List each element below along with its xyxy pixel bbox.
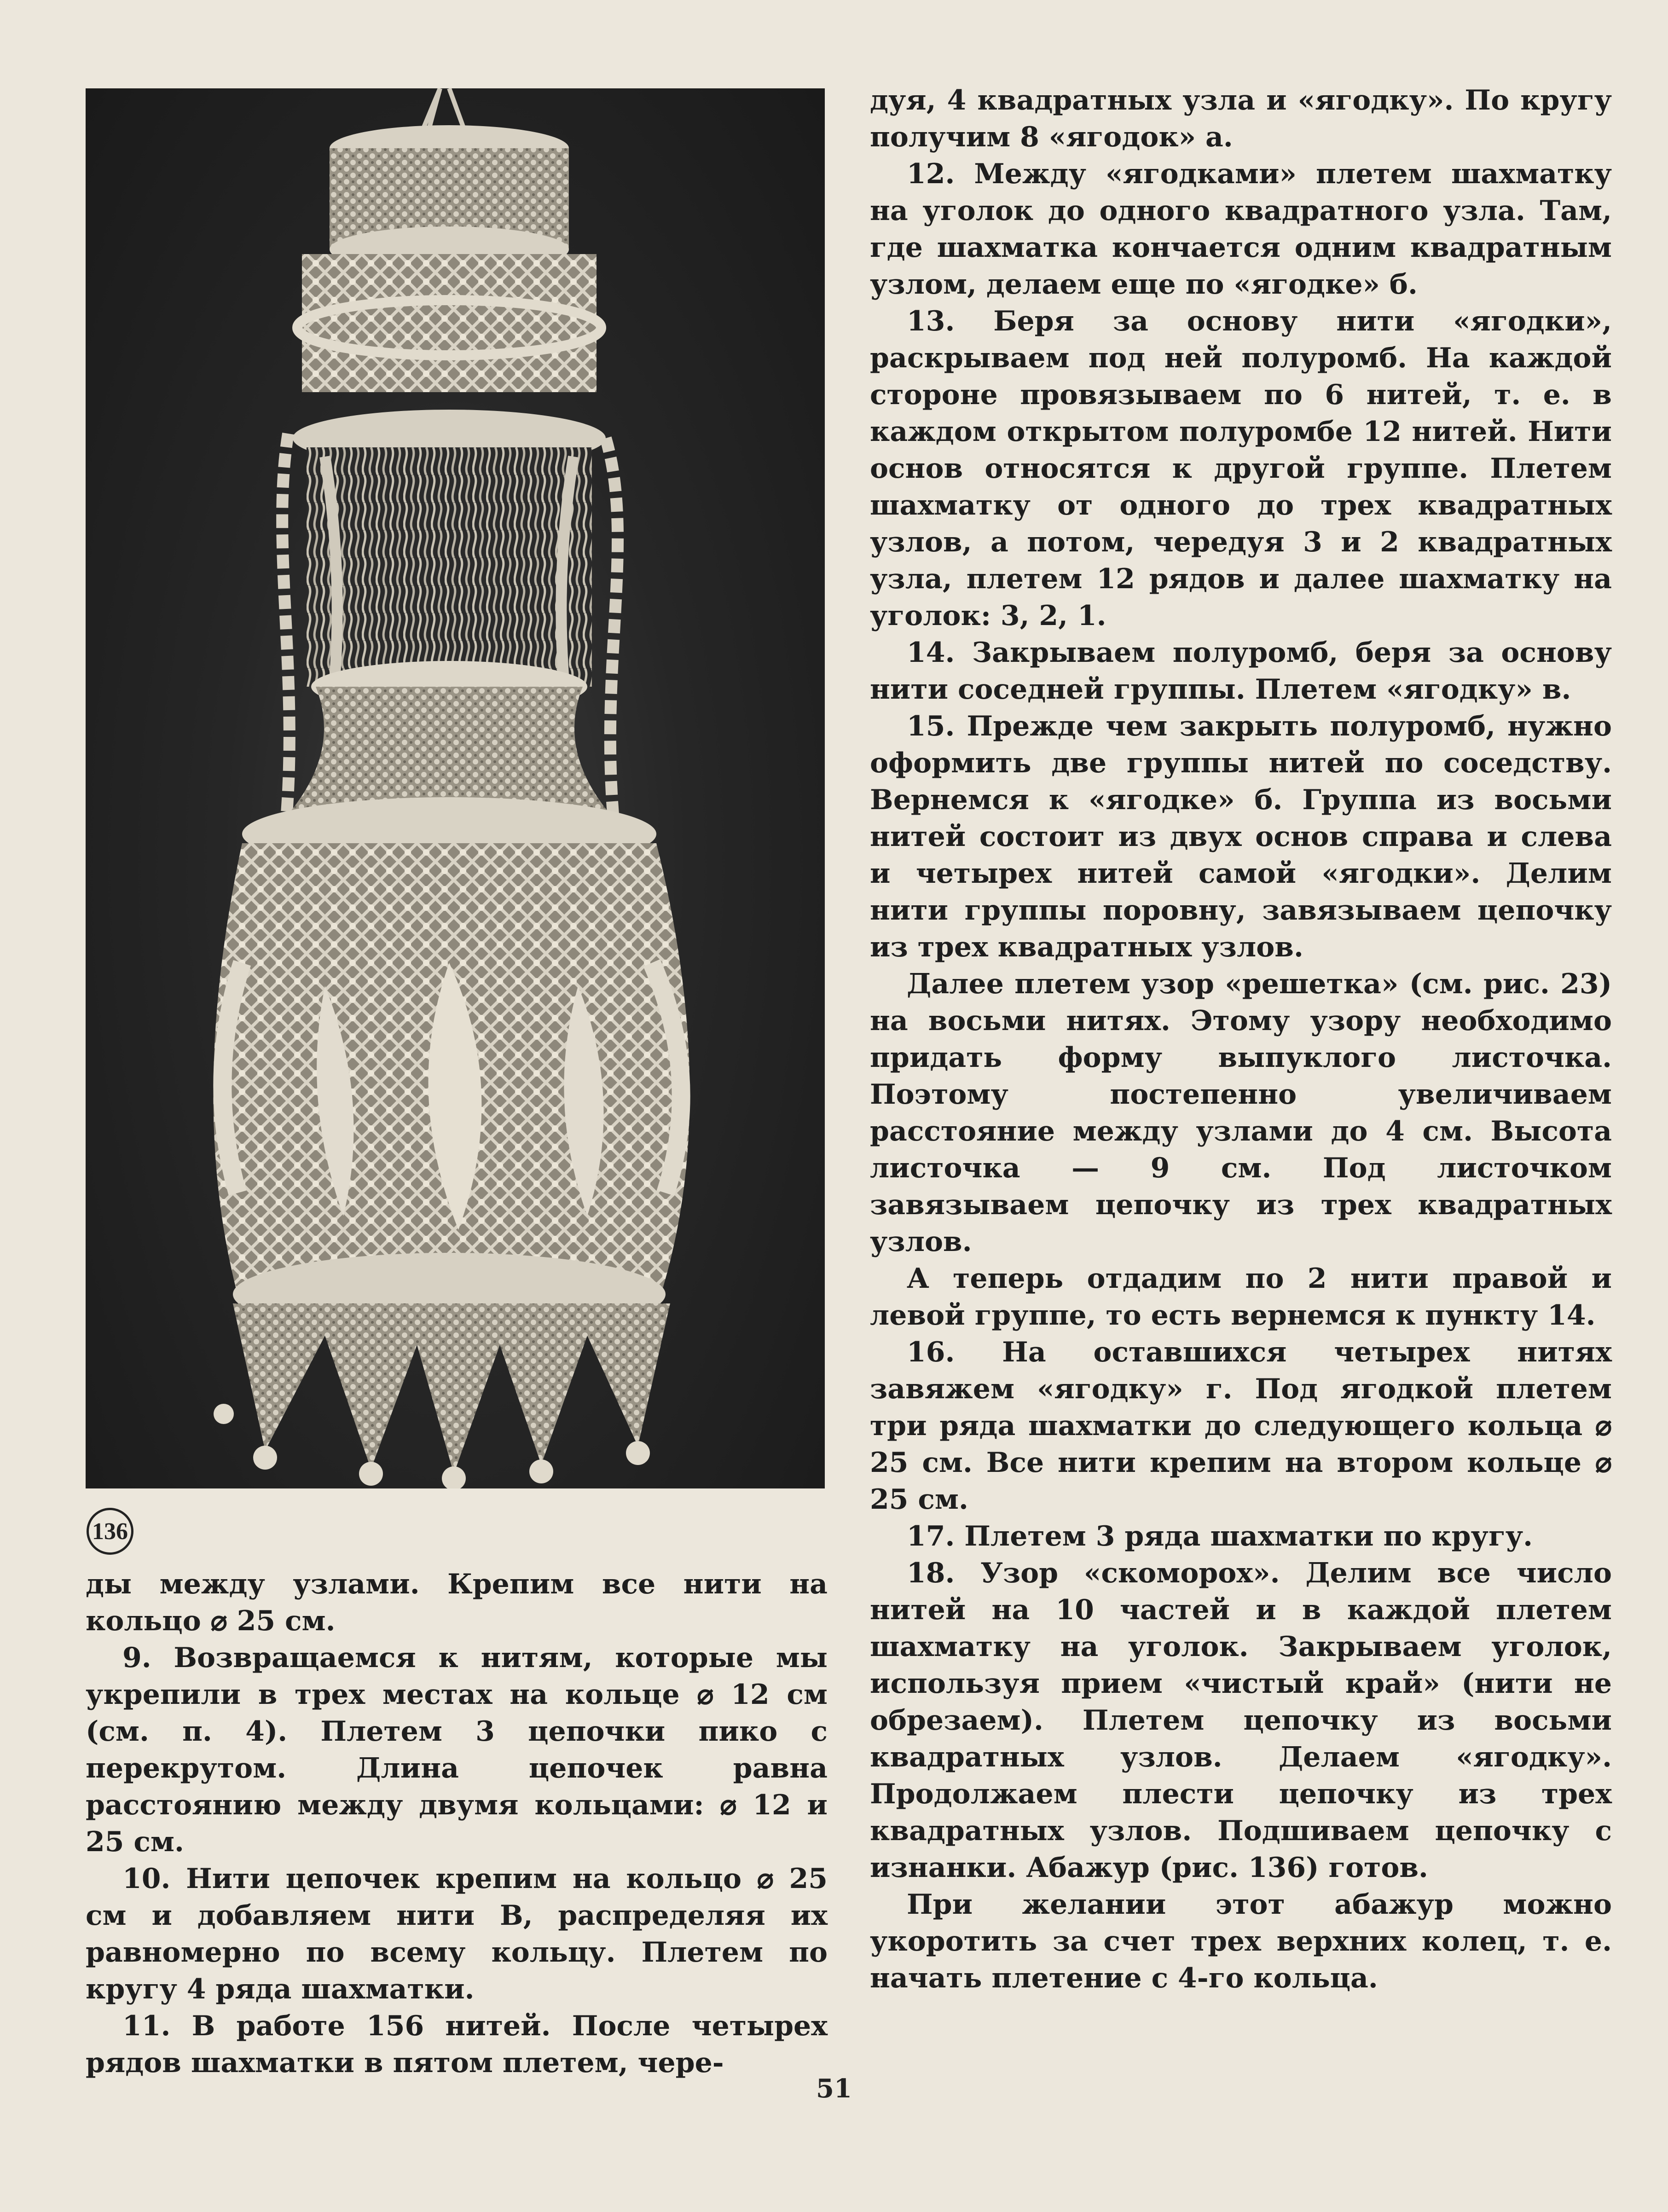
paragraph: 18. Узор «скоморох». Делим все число нитей на 10 частей и в каждой плетем шахматку на уголок. Закрываем уголок, используя прием «чистый край» (нити не обрезаем). Плетем цепочку из восьми квадратных узлов. Делаем «ягодку». Продолжаем плести цепочку из трех квадратных узлов. Подшиваем цепочку с изнанки. Абажур (рис. 136) готов. — [870, 1557, 1612, 1884]
page-number: 51 — [816, 2073, 852, 2104]
paragraph: ды между узлами. Крепим все нити на кольцо ⌀ 25 см. — [86, 1568, 828, 1637]
paragraph: дуя, 4 квадратных узла и «ягодку». По кругу получим 8 «ягодок» а. — [870, 84, 1612, 153]
paragraph: 13. Беря за основу нити «ягодки», раскрываем под ней полуромб. На каждой стороне провязываем по 6 нитей, т. е. в каждом открытом полуромбе 12 нитей. Нити основ относятся к другой группе. Плетем шахматку от одного до трех квадратных узлов, а потом, чередуя 3 и 2 квадратных узла, плетем 12 рядов и далее шахматку на уголок: 3, 2, 1. — [870, 305, 1612, 632]
paragraph: 17. Плетем 3 ряда шахматки по кругу. — [907, 1520, 1533, 1552]
paragraph: При желании этот абажур можно укоротить за счет трех верхних колец, т. е. начать плетение с 4-го кольца. — [870, 1888, 1612, 1994]
right-text-column — [870, 82, 1612, 1997]
paragraph: 12. Между «ягодками» плетем шахматку на уголок до одного квадратного узла. Там, где шахматка кончается одним квадратным узлом, делаем еще по «ягодке» б. — [870, 158, 1612, 301]
left-text-column — [86, 1566, 828, 2081]
paragraph: 16. На оставшихся четырех нитях завяжем «ягодку» г. Под ягодкой плетем три ряда шахматки до следующего кольца ⌀ 25 см. Все нити крепим на втором кольце ⌀ 25 см. — [870, 1336, 1612, 1516]
paragraph: А теперь отдадим по 2 нити правой и левой группе, то есть вернемся к пункту 14. — [870, 1262, 1612, 1332]
figure-number: 136 — [92, 1518, 128, 1545]
paragraph: 15. Прежде чем закрыть полуромб, нужно оформить две группы нитей по соседству. Вернемся к «ягодке» б. Группа из восьми нитей состоит из двух основ справа и слева и четырех нитей самой «ягодки». Делим нити группы поровну, завязываем цепочку из трех квадратных узлов. — [870, 710, 1612, 963]
paragraph: 14. Закрываем полуромб, беря за основу нити соседней группы. Плетем «ягодку» в. — [870, 637, 1612, 706]
paragraph: Далее плетем узор «решетка» (см. рис. 23) на восьми нитях. Этому узору необходимо придать форму выпуклого листочка. Поэтому постепенно увеличиваем расстояние между узлами до 4 см. Высота листочка — 9 см. Под листочком завязываем цепочку из трех квадратных узлов. — [870, 968, 1612, 1258]
lampshade-photo — [86, 88, 825, 1488]
paragraph: 9. Возвращаемся к нитям, которые мы укрепили в трех местах на кольце ⌀ 12 см (см. п. 4). Плетем 3 цепочки пико с перекрутом. Длина цепочек равна расстоянию между двумя кольцами: ⌀ 12 и 25 см. — [86, 1642, 828, 1858]
paragraph: 11. В работе 156 нитей. После четырех рядов шахматки в пятом плетем, чере- — [86, 2010, 828, 2079]
figure-number-badge — [87, 1508, 133, 1555]
paragraph: 10. Нити цепочек крепим на кольцо ⌀ 25 см и добавляем нити В, распределяя их равномерно по всему кольцу. Плетем по кругу 4 ряда шахматки. — [86, 1863, 828, 2005]
